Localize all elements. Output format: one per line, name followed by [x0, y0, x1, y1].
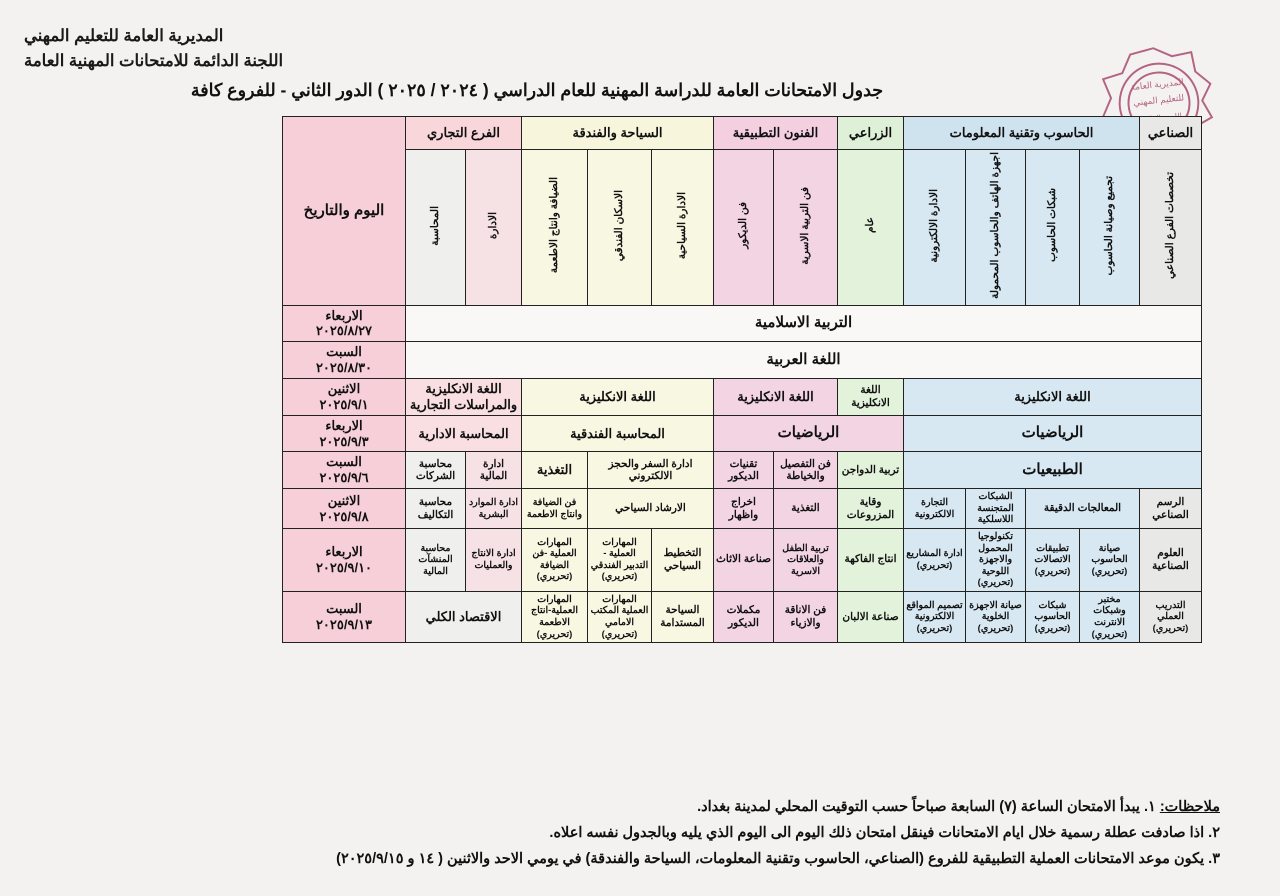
subject-cell: فن الاناقة والازياء	[774, 591, 838, 642]
table-row	[283, 305, 1202, 342]
subject-cell: تصميم المواقع الالكترونية (تحريري)	[904, 591, 966, 642]
document-header	[24, 26, 1256, 76]
subject-cell: الرسم الصناعي	[1140, 489, 1202, 529]
table-row	[283, 379, 1202, 416]
svg-text:للتعليم المهني: للتعليم المهني	[1132, 92, 1185, 108]
subject-cell: اللغة الانكليزية	[904, 379, 1202, 416]
subject-cell: اللغة الانكليزية	[714, 379, 838, 416]
subheader-label: الضيافة وانتاج الاطعمة	[548, 177, 561, 274]
day-name: الاثنين	[327, 381, 361, 397]
subheader-label: تخصصات الفرع الصناعي	[1164, 171, 1177, 279]
subheader-3	[966, 150, 1026, 306]
day-date-cell	[283, 305, 406, 342]
subject-cell: صيانة الحاسوب (تحريري)	[1080, 528, 1140, 591]
subject-cell: التجارة الالكترونية	[904, 489, 966, 529]
table-row	[283, 452, 1202, 489]
subheader-12	[406, 150, 466, 306]
day-name: الاربعاء	[325, 544, 363, 560]
notes-section	[60, 796, 1220, 874]
table-head	[283, 117, 1202, 306]
subject-cell: وقاية المزروعات	[838, 489, 904, 529]
exam-schedule-table	[282, 116, 1202, 643]
day-name: الاربعاء	[325, 307, 363, 323]
day-date: ٢٠٢٥/٩/١٠	[315, 559, 373, 575]
day-name: السبت	[326, 601, 362, 617]
day-date: ٢٠٢٥/٩/٦	[319, 470, 369, 486]
subject-cell: التخطيط السياحي	[652, 528, 714, 591]
table-row	[283, 528, 1202, 591]
subject-cell: اللغة الانكليزية والمراسلات التجارية	[406, 379, 522, 416]
subheader-label: شبكات الحاسوب	[1046, 188, 1059, 263]
subheader-7	[714, 150, 774, 306]
notes-label: ملاحظات:	[1159, 799, 1220, 816]
table-row	[283, 415, 1202, 452]
day-date-cell	[283, 528, 406, 591]
day-date-cell	[283, 415, 406, 452]
subject-cell: فن الضيافة وانتاج الاطعمة	[522, 489, 588, 529]
day-name: السبت	[326, 344, 362, 360]
subject-cell: اللغة العربية	[406, 342, 1202, 379]
group-header-1: الحاسوب وتقنية المعلومات	[904, 117, 1140, 150]
subheader-9	[588, 150, 652, 306]
subject-cell: تربية الطفل والعلاقات الاسرية	[774, 528, 838, 591]
subheader-label: الادارة السياحية	[676, 191, 689, 259]
header-line-2: اللجنة الدائمة للامتحانات المهنية العامة	[24, 52, 284, 70]
subheader-row	[283, 150, 1202, 306]
subject-cell: ادارة المشاريع (تحريري)	[904, 528, 966, 591]
subheader-1	[1080, 150, 1140, 306]
note-item-3: ٣. يكون موعد الامتحانات العملية التطبيقية للفروع (الصناعي، الحاسوب وتقنية المعلومات، السياحة والفندقة) في يومي الاحد والاثنين ( ١٤ و ٢٠٢٥/٩/١٥)	[336, 851, 1220, 868]
subject-cell: مكملات الديكور	[714, 591, 774, 642]
table-row	[283, 489, 1202, 529]
subject-cell: مختبر وشبكات الانترنت (تحريري)	[1080, 591, 1140, 642]
subject-cell: الرياضيات	[904, 415, 1202, 452]
subject-cell: ادارة الانتاج والعمليات	[466, 528, 522, 591]
subject-cell: المهارات العملية-انتاج الاطعمة (تحريري)	[522, 591, 588, 642]
subject-cell: المحاسبة الفندقية	[522, 415, 714, 452]
note-item-1	[60, 796, 1220, 820]
subject-cell: الرياضيات	[714, 415, 904, 452]
subheader-label: اجهزة الهاتف والحاسوب المحمولة	[989, 152, 1002, 299]
subject-cell: السياحة المستدامة	[652, 591, 714, 642]
subheader-label: الاسكان الفندقي	[613, 189, 626, 262]
subject-cell: التغذية	[522, 452, 588, 489]
subheader-4	[904, 150, 966, 306]
group-header-2: الزراعي	[838, 117, 904, 150]
subject-cell: ادارة المالية	[466, 452, 522, 489]
subject-cell: شبكات الحاسوب (تحريري)	[1026, 591, 1080, 642]
subheader-label: الادارة	[487, 211, 500, 239]
group-header-5: الفرع التجاري	[406, 117, 522, 150]
table-body	[283, 305, 1202, 643]
day-date: ٢٠٢٥/٨/٣٠	[315, 360, 373, 376]
day-date-header: اليوم والتاريخ	[283, 117, 406, 306]
subheader-6	[774, 150, 838, 306]
subheader-label: الادارة الالكترونية	[928, 188, 941, 263]
subheader-label: عام	[864, 217, 877, 234]
subject-cell: التغذية	[774, 489, 838, 529]
subheader-2	[1026, 150, 1080, 306]
day-date: ٢٠٢٥/٩/١	[319, 396, 369, 412]
group-header-0: الصناعي	[1140, 117, 1202, 150]
subject-cell: المعالجات الدقيقة	[1026, 489, 1140, 529]
subheader-label: تجميع وصيانة الحاسوب	[1103, 175, 1116, 276]
header-line-1: المديرية العامة للتعليم المهني	[24, 27, 224, 45]
day-name: السبت	[326, 454, 362, 470]
subject-cell: محاسبة التكاليف	[406, 489, 466, 529]
day-date: ٢٠٢٥/٩/٣	[319, 433, 369, 449]
day-date: ٢٠٢٥/٨/٢٧	[315, 323, 373, 339]
subject-cell: صيانة الاجهزة الخلوية (تحريري)	[966, 591, 1026, 642]
day-date-cell	[283, 452, 406, 489]
subject-cell: التدريب العملي (تحريري)	[1140, 591, 1202, 642]
page-title: جدول الامتحانات العامة للدراسة المهنية للعام الدراسي ( ٢٠٢٤ / ٢٠٢٥ ) الدور الثاني - للفروع كافة	[190, 80, 884, 100]
day-date-cell	[283, 342, 406, 379]
subject-cell: الطبيعيات	[904, 452, 1202, 489]
subject-cell: تربية الدواجن	[838, 452, 904, 489]
subheader-11	[466, 150, 522, 306]
subject-cell: التربية الاسلامية	[406, 305, 1202, 342]
subject-cell: الشبكات المتجنسة اللاسلكية	[966, 489, 1026, 529]
subject-cell: محاسبة المنشآت المالية	[406, 528, 466, 591]
group-header-row	[283, 117, 1202, 150]
subheader-label: فن الديكور	[737, 202, 750, 249]
subject-cell: ادارة الموارد البشرية	[466, 489, 522, 529]
subject-cell: صناعة الالبان	[838, 591, 904, 642]
subject-cell: تقنيات الديكور	[714, 452, 774, 489]
subject-cell: المهارات العملية المكتب الامامي (تحريري)	[588, 591, 652, 642]
subject-cell: اللغة الانكليزية	[522, 379, 714, 416]
subject-cell: الاقتصاد الكلي	[406, 591, 522, 642]
subheader-label: المحاسبة	[429, 205, 442, 246]
subject-cell: محاسبة الشركات	[406, 452, 466, 489]
subject-cell: اخراج واظهار	[714, 489, 774, 529]
day-name: الاثنين	[327, 492, 361, 508]
subject-cell: المحاسبة الادارية	[406, 415, 522, 452]
subject-cell: تطبيقات الاتصالات (تحريري)	[1026, 528, 1080, 591]
subject-cell: صناعة الاثاث	[714, 528, 774, 591]
subject-cell: الارشاد السياحي	[588, 489, 714, 529]
group-header-3: الفنون التطبيقية	[714, 117, 838, 150]
note-text-1: ١. يبدأ الامتحان الساعة (٧) السابعة صباحاً حسب التوقيت المحلي لمدينة بغداد.	[697, 799, 1156, 816]
subject-cell: فن التفصيل والخياطة	[774, 452, 838, 489]
day-name: الاربعاء	[325, 417, 363, 433]
svg-text:المديرية العامة: المديرية العامة	[1129, 76, 1185, 93]
subheader-10	[522, 150, 588, 306]
subheader-label: فن التربية الاسرية	[799, 186, 812, 265]
table-row	[283, 342, 1202, 379]
subheader-5	[838, 150, 904, 306]
day-date: ٢٠٢٥/٩/٨	[319, 508, 369, 524]
group-header-4: السياحة والفندقة	[522, 117, 714, 150]
subject-cell: المهارات العملية - التدبير الفندقي (تحريري)	[588, 528, 652, 591]
day-date-cell	[283, 489, 406, 529]
subheader-0	[1140, 150, 1202, 306]
day-date: ٢٠٢٥/٩/١٣	[315, 616, 373, 632]
subject-cell: العلوم الصناعية	[1140, 528, 1202, 591]
subject-cell: تكنولوجيا المحمول والاجهزة اللوحية (تحريري)	[966, 528, 1026, 591]
table-row	[283, 591, 1202, 642]
subject-cell: اللغة الانكليزية	[838, 379, 904, 416]
subject-cell: انتاج الفاكهة	[838, 528, 904, 591]
subject-cell: ادارة السفر والحجز الالكتروني	[588, 452, 714, 489]
subject-cell: المهارات العملية -فن الضيافة (تحريري)	[522, 528, 588, 591]
subheader-8	[652, 150, 714, 306]
note-item-2: ٢. اذا صادفت عطلة رسمية خلال ايام الامتحانات فينقل امتحان ذلك اليوم الى اليوم الذي يليه وبالجدول نفسه اعلاه.	[549, 825, 1220, 842]
day-date-cell	[283, 379, 406, 416]
day-date-cell	[283, 591, 406, 642]
